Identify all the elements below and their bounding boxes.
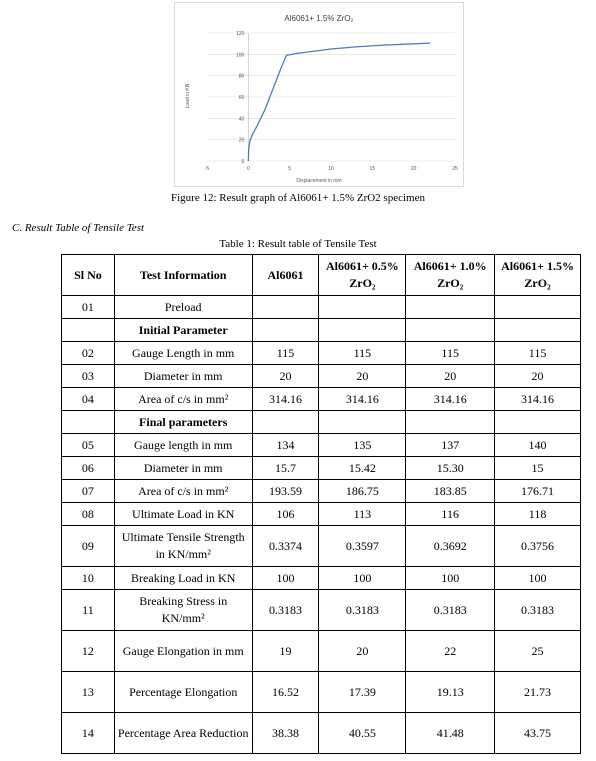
cell-test-info: Gauge Elongation in mm	[114, 631, 252, 672]
cell-sl-no	[62, 411, 115, 434]
cell-value: 0.3374	[252, 526, 319, 567]
cell-value: 20	[406, 365, 495, 388]
cell-test-info: Initial Parameter	[114, 319, 252, 342]
table-row	[62, 342, 581, 365]
cell-value: 176.71	[495, 480, 581, 503]
cell-sl-no: 08	[62, 503, 115, 526]
column-header: Sl No	[62, 255, 115, 296]
cell-value: 134	[252, 434, 319, 457]
cell-value: 100	[495, 567, 581, 590]
cell-value: 314.16	[495, 388, 581, 411]
y-tick-label: 80	[238, 73, 245, 80]
column-header: Al6061+ 0.5% ZrO₂	[319, 255, 406, 296]
x-tick-label: 25	[452, 166, 458, 172]
cell-value: 118	[495, 503, 581, 526]
figure-caption: Figure 12: Result graph of Al6061+ 1.5% ZrO2 specimen	[171, 192, 425, 204]
x-axis-label: Displacement in mm	[296, 178, 342, 184]
x-tick-label: -5	[204, 166, 210, 172]
cell-value: 100	[406, 567, 495, 590]
cell-value: 0.3756	[495, 526, 581, 567]
cell-value: 0.3597	[319, 526, 406, 567]
cell-value: 100	[319, 567, 406, 590]
cell-value: 314.16	[406, 388, 495, 411]
cell-value	[319, 411, 406, 434]
cell-value: 15.7	[252, 457, 319, 480]
cell-test-info: Final parameters	[114, 411, 252, 434]
cell-test-info: Gauge length in mm	[114, 434, 252, 457]
cell-value: 314.16	[252, 388, 319, 411]
cell-value: 43.75	[495, 713, 581, 754]
cell-sl-no: 13	[62, 672, 115, 713]
column-header: Al6061+ 1.0% ZrO₂	[406, 255, 495, 296]
cell-test-info: Area of c/s in mm²	[114, 480, 252, 503]
cell-value: 20	[319, 365, 406, 388]
cell-test-info: Breaking Stress in KN/mm²	[114, 590, 252, 631]
x-tick-label: 10	[328, 166, 334, 172]
cell-value	[252, 319, 319, 342]
cell-value: 115	[319, 342, 406, 365]
y-tick-label: 100	[235, 52, 245, 59]
y-tick-label: 40	[238, 116, 245, 123]
cell-value	[495, 411, 581, 434]
cell-value: 15.30	[406, 457, 495, 480]
table-caption: Table 1: Result table of Tensile Test	[219, 238, 377, 250]
cell-value: 21.73	[495, 672, 581, 713]
cell-value: 137	[406, 434, 495, 457]
cell-value: 0.3183	[319, 590, 406, 631]
table-row	[62, 526, 581, 567]
cell-value: 16.52	[252, 672, 319, 713]
cell-sl-no: 04	[62, 388, 115, 411]
cell-value: 20	[495, 365, 581, 388]
section-heading: C. Result Table of Tensile Test	[12, 222, 145, 234]
cell-value	[252, 296, 319, 319]
chart-title: Al6061+ 1.5% ZrO₂	[284, 14, 354, 23]
cell-value: 193.59	[252, 480, 319, 503]
cell-value	[495, 319, 581, 342]
cell-sl-no: 06	[62, 457, 115, 480]
cell-sl-no: 10	[62, 567, 115, 590]
cell-value: 115	[495, 342, 581, 365]
cell-test-info: Area of c/s in mm²	[114, 388, 252, 411]
table-row	[62, 567, 581, 590]
cell-value: 15	[495, 457, 581, 480]
cell-value	[495, 296, 581, 319]
column-header: Test Information	[114, 255, 252, 296]
cell-value: 19	[252, 631, 319, 672]
cell-test-info: Preload	[114, 296, 252, 319]
y-axis-label: Load in KN	[185, 83, 191, 109]
cell-value: 100	[252, 567, 319, 590]
cell-value: 38.38	[252, 713, 319, 754]
x-tick-label: 0	[246, 166, 250, 172]
table-section-row	[62, 411, 581, 434]
cell-value: 113	[319, 503, 406, 526]
cell-sl-no: 05	[62, 434, 115, 457]
table-row	[62, 365, 581, 388]
cell-value: 22	[406, 631, 495, 672]
cell-value: 115	[406, 342, 495, 365]
cell-value: 314.16	[319, 388, 406, 411]
series-line	[248, 43, 430, 161]
cell-sl-no	[62, 319, 115, 342]
cell-test-info: Gauge Length in mm	[114, 342, 252, 365]
cell-value: 0.3183	[406, 590, 495, 631]
table-row	[62, 631, 581, 672]
column-header: Al6061+ 1.5% ZrO₂	[495, 255, 581, 296]
cell-value: 186.75	[319, 480, 406, 503]
table-row	[62, 672, 581, 713]
cell-sl-no: 09	[62, 526, 115, 567]
y-tick-label: 60	[238, 95, 245, 101]
table-header-row	[62, 255, 581, 296]
cell-test-info: Percentage Area Reduction	[114, 713, 252, 754]
cell-test-info: Percentage Elongation	[114, 672, 252, 713]
load-displacement-chart	[174, 2, 464, 187]
cell-value: 116	[406, 503, 495, 526]
cell-sl-no: 14	[62, 713, 115, 754]
table-row	[62, 503, 581, 526]
cell-test-info: Diameter in mm	[114, 365, 252, 388]
cell-value: 20	[319, 631, 406, 672]
cell-value: 15.42	[319, 457, 406, 480]
cell-value: 19.13	[406, 672, 495, 713]
cell-value	[406, 319, 495, 342]
column-header: Al6061	[252, 255, 319, 296]
cell-value	[406, 296, 495, 319]
table-row	[62, 457, 581, 480]
table-section-row	[62, 319, 581, 342]
y-tick-label: 120	[235, 31, 245, 37]
cell-test-info: Diameter in mm	[114, 457, 252, 480]
table-row	[62, 296, 581, 319]
cell-value	[319, 296, 406, 319]
table-row	[62, 713, 581, 754]
cell-value: 25	[495, 631, 581, 672]
chart-ticks	[205, 31, 458, 172]
cell-value: 40.55	[319, 713, 406, 754]
chart-series	[248, 43, 430, 161]
table-row	[62, 388, 581, 411]
cell-value: 183.85	[406, 480, 495, 503]
cell-value: 17.39	[319, 672, 406, 713]
table-row	[62, 590, 581, 631]
table-row	[62, 434, 581, 457]
cell-sl-no: 11	[62, 590, 115, 631]
y-tick-label: 0	[241, 159, 245, 165]
cell-value: 20	[252, 365, 319, 388]
cell-value: 0.3183	[495, 590, 581, 631]
cell-test-info: Breaking Load in KN	[114, 567, 252, 590]
cell-test-info: Ultimate Load in KN	[114, 503, 252, 526]
table-body	[62, 296, 581, 754]
x-tick-label: 20	[410, 166, 417, 172]
cell-value	[406, 411, 495, 434]
cell-value: 106	[252, 503, 319, 526]
y-tick-label: 20	[238, 137, 245, 144]
cell-value: 0.3692	[406, 526, 495, 567]
results-table	[61, 254, 581, 754]
cell-test-info: Ultimate Tensile Strength in KN/mm²	[114, 526, 252, 567]
cell-sl-no: 07	[62, 480, 115, 503]
cell-value: 0.3183	[252, 590, 319, 631]
cell-sl-no: 03	[62, 365, 115, 388]
table-row	[62, 480, 581, 503]
cell-value	[319, 319, 406, 342]
cell-sl-no: 12	[62, 631, 115, 672]
cell-value: 41.48	[406, 713, 495, 754]
cell-value: 135	[319, 434, 406, 457]
chart-svg	[175, 3, 463, 186]
cell-value: 115	[252, 342, 319, 365]
cell-sl-no: 02	[62, 342, 115, 365]
x-tick-label: 5	[288, 166, 292, 172]
cell-value	[252, 411, 319, 434]
cell-sl-no: 01	[62, 296, 115, 319]
x-tick-label: 15	[369, 166, 376, 172]
cell-value: 140	[495, 434, 581, 457]
